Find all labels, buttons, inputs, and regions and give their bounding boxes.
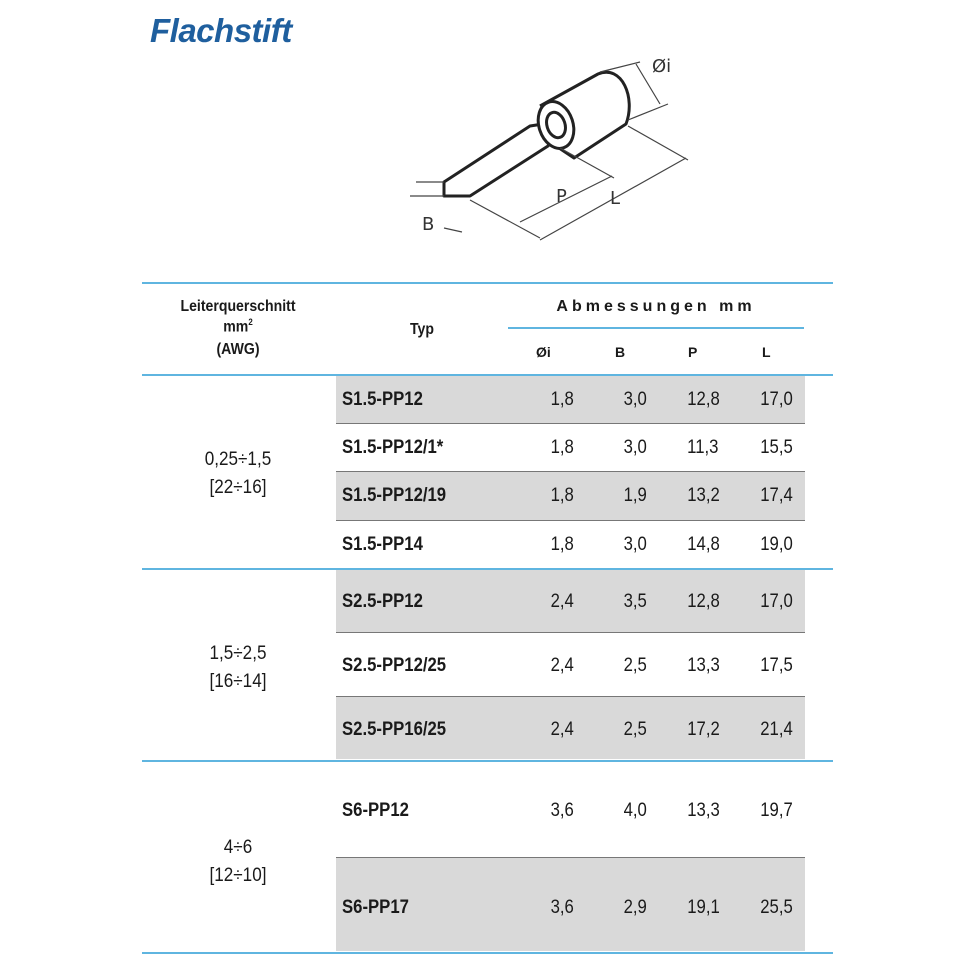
b-cell: 2,5 — [623, 655, 647, 676]
flat-pin-terminal-diagram — [400, 50, 720, 260]
l-cell: 17,0 — [760, 591, 793, 612]
dimensions-header: Abmessungen mm — [556, 298, 756, 315]
group-3-range: 4÷6 [12÷10] — [209, 837, 267, 886]
b-cell: 3,0 — [623, 389, 647, 410]
p-cell: 13,3 — [687, 800, 720, 821]
page-title: Flachstift — [150, 12, 292, 49]
type-cell: S1.5-PP12/1* — [342, 437, 444, 458]
p-cell: 12,8 — [687, 591, 720, 612]
p-cell: 19,1 — [687, 897, 720, 918]
type-header: Typ — [409, 321, 434, 338]
diameter-cell: 1,8 — [550, 534, 574, 555]
diameter-cell: 1,8 — [550, 437, 574, 458]
col-header-diameter: Øi — [536, 344, 551, 360]
group-2-range: 1,5÷2,5 [16÷14] — [209, 643, 267, 692]
b-cell: 2,9 — [623, 897, 647, 918]
p-cell: 11,3 — [687, 437, 719, 458]
type-cell: S6-PP12 — [342, 800, 409, 821]
col-header-b: B — [615, 344, 626, 360]
b-cell: 3,0 — [623, 534, 647, 555]
l-cell: 15,5 — [760, 437, 793, 458]
b-cell: 3,5 — [623, 591, 647, 612]
p-label: P — [556, 186, 567, 207]
row-divider — [336, 423, 805, 424]
p-cell: 17,2 — [687, 719, 720, 740]
group-rule — [142, 760, 833, 762]
b-cell: 1,9 — [623, 485, 647, 506]
diameter-cell: 2,4 — [550, 719, 574, 740]
group-1-range: 0,25÷1,5 [22÷16] — [204, 449, 272, 498]
diameter-cell: 3,6 — [550, 897, 574, 918]
type-cell: S1.5-PP14 — [342, 534, 423, 555]
l-label: L — [610, 188, 621, 209]
b-cell: 3,0 — [623, 437, 647, 458]
l-cell: 19,7 — [760, 800, 793, 821]
p-cell: 12,8 — [687, 389, 720, 410]
diameter-cell: 1,8 — [550, 485, 574, 506]
cross-section-awg: (AWG) — [216, 341, 260, 358]
l-cell: 17,5 — [760, 655, 793, 676]
cross-section-unit: $mm^2$ — [223, 317, 253, 336]
dimensions-rule — [508, 327, 804, 329]
col-header-l: L — [762, 344, 771, 360]
type-cell: S2.5-PP12/25 — [342, 655, 447, 676]
b-cell: 2,5 — [623, 719, 647, 740]
type-cell: S1.5-PP12/19 — [342, 485, 447, 506]
l-cell: 17,0 — [760, 389, 793, 410]
type-cell: S2.5-PP12 — [342, 591, 423, 612]
l-cell: 21,4 — [760, 719, 793, 740]
diameter-cell: 2,4 — [550, 655, 574, 676]
p-cell: 13,2 — [687, 485, 720, 506]
l-cell: 25,5 — [760, 897, 793, 918]
diameter-cell: 3,6 — [550, 800, 574, 821]
p-cell: 13,3 — [687, 655, 720, 676]
row-divider — [336, 632, 805, 633]
type-cell: S1.5-PP12 — [342, 389, 423, 410]
b-label: B — [422, 214, 435, 235]
type-cell: S6-PP17 — [342, 897, 409, 918]
col-header-p: P — [688, 344, 698, 360]
b-cell: 4,0 — [623, 800, 647, 821]
row-divider — [336, 520, 805, 521]
type-cell: S2.5-PP16/25 — [342, 719, 447, 740]
diameter-cell: 2,4 — [550, 591, 574, 612]
p-cell: 14,8 — [687, 534, 720, 555]
l-cell: 19,0 — [760, 534, 793, 555]
table-top-rule — [142, 282, 833, 284]
l-cell: 17,4 — [760, 485, 793, 506]
diameter-label: Øi — [652, 56, 672, 77]
cross-section-header: Leiterquerschnitt — [180, 298, 296, 315]
table-bottom-rule — [142, 952, 833, 954]
diameter-cell: 1,8 — [550, 389, 574, 410]
